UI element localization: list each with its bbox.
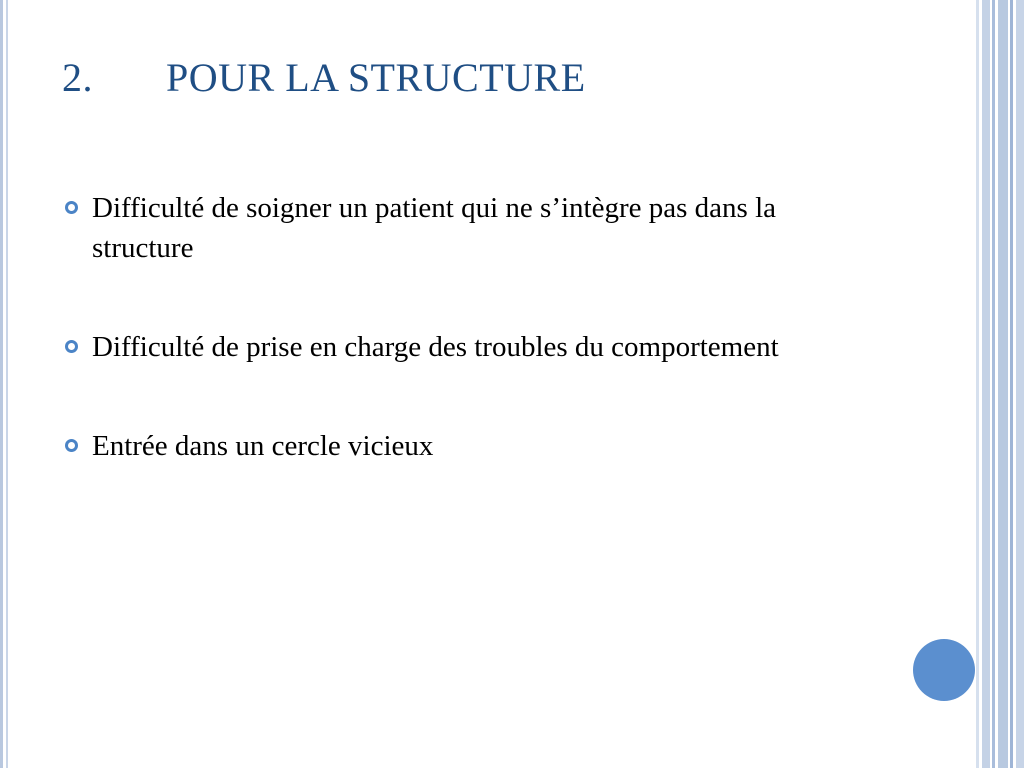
bullet-circle-icon [65, 201, 78, 214]
bullet-circle-icon [65, 439, 78, 452]
bullet-circle-icon [65, 340, 78, 353]
right-border-stripe [1010, 0, 1013, 768]
bullet-list [62, 188, 862, 525]
slide-title [62, 52, 586, 104]
bullet-item [62, 188, 862, 268]
left-border-line [6, 0, 8, 768]
title-number: 2. [62, 55, 93, 100]
decorative-circle [913, 639, 975, 701]
right-border-stripe [982, 0, 990, 768]
right-border-stripe [992, 0, 995, 768]
bullet-text: Entrée dans un cercle vicieux [92, 430, 434, 462]
title-text: POUR LA STRUCTURE [166, 55, 586, 100]
bullet-item [62, 327, 862, 367]
bullet-text: Difficulté de prise en charge des troubles du comportement [92, 331, 779, 363]
right-border-stripe [998, 0, 1008, 768]
bullet-text: Difficulté de soigner un patient qui ne s’intègre pas dans la structure [92, 192, 776, 264]
bullet-item [62, 426, 862, 466]
right-border-stripe [976, 0, 979, 768]
right-border-stripe [1016, 0, 1024, 768]
left-border-line [0, 0, 3, 768]
